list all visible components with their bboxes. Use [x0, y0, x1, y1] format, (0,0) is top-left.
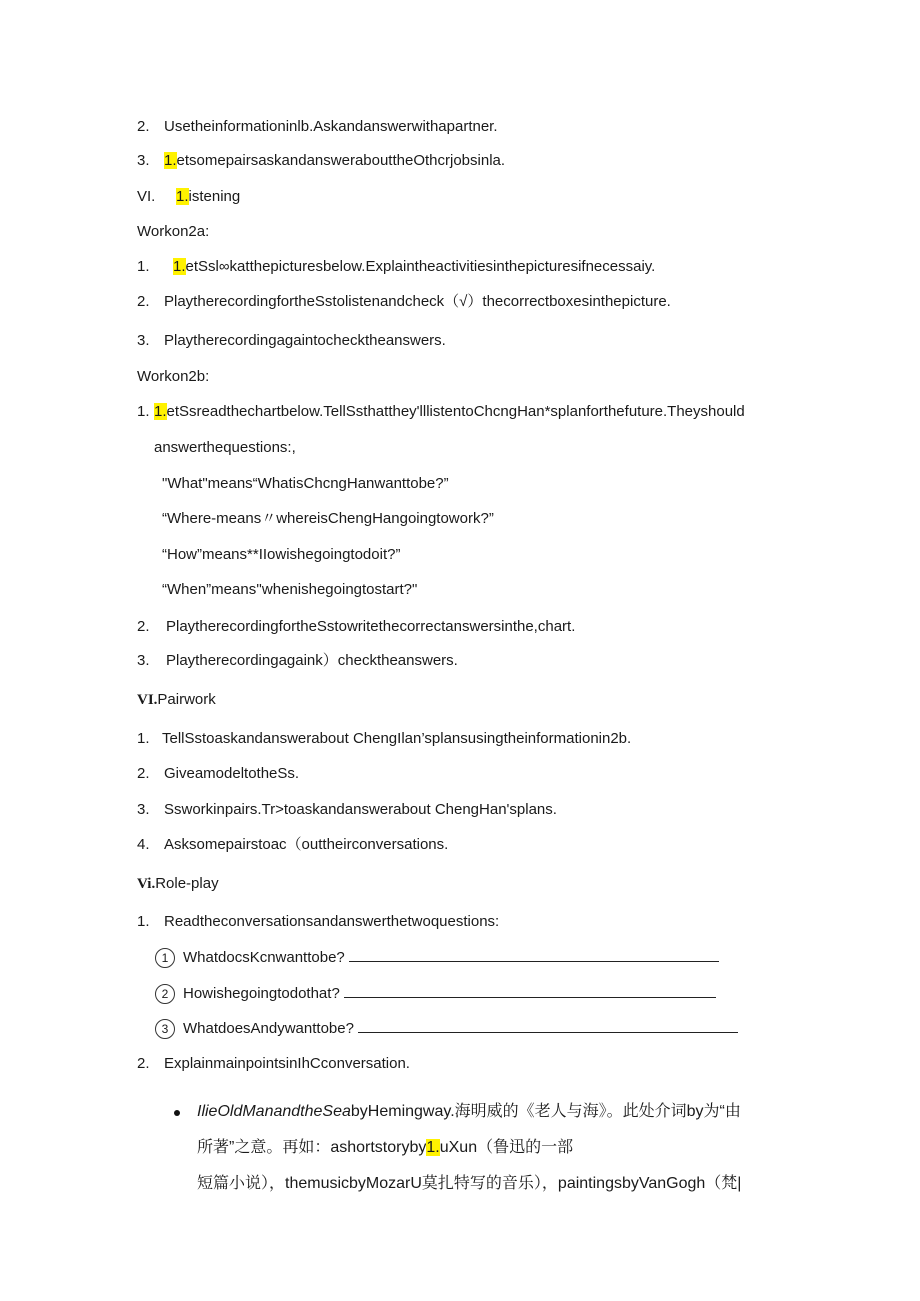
- step-number: 3.: [137, 652, 150, 669]
- step-text: Usetheinformationinlb.Askandanswerwithapartner.: [164, 118, 498, 135]
- section-number: VI.: [137, 188, 156, 205]
- circled-number-two: 2: [155, 984, 175, 1004]
- step-number: 1.: [137, 913, 150, 930]
- circled-number-one: 1: [155, 948, 175, 968]
- note-text: 所著”之意。再如：ashortstoryby: [197, 1139, 427, 1156]
- section-title: Pairwork: [157, 691, 216, 708]
- work-2b-heading: Workon2b:: [137, 368, 210, 385]
- step-number: 1.: [137, 403, 150, 420]
- step-text: GiveamodeltotheSs.: [164, 765, 300, 782]
- step-number: 2.: [137, 118, 150, 135]
- note-line-3: 短篇小说），themusicbyMozarU莫扎特写的音乐），paintingsbyVanGogh（梵|: [197, 1175, 742, 1192]
- circled-number-three: 3: [155, 1019, 175, 1039]
- step-text: ExplainmainpointsinIhCconversation.: [164, 1055, 410, 1072]
- step-text: Ssworkinpairs.Tr>toaskandanswerabout ChengHan'splans.: [164, 801, 557, 818]
- work-2a-step-3: [137, 331, 446, 351]
- work-2b-step-1-continued: answerthequestions:,: [154, 439, 296, 456]
- step-number: 3.: [137, 801, 150, 818]
- step-number: 3.: [137, 332, 150, 349]
- roleplay-step-2: [137, 1054, 410, 1074]
- step-text: PlaytherecordingfortheSstowritethecorrectanswersinthe,chart.: [166, 618, 576, 635]
- answer-blank[interactable]: [358, 1018, 738, 1033]
- answer-blank[interactable]: [349, 947, 719, 962]
- pairwork-step-2: [137, 764, 299, 784]
- step-number: 3.: [137, 152, 150, 169]
- step-text: etSsreadthechartbelow.TellSsthatthey'lllistentoChcngHan*splanforthefuture.Theyshould: [166, 403, 745, 420]
- pairwork-step-1: [137, 729, 631, 749]
- highlighted-text: 1.: [154, 403, 167, 420]
- highlighted-text: 1.: [164, 152, 177, 169]
- step-text: PlaytherecordingfortheSstolistenandcheck（√）thecorrectboxesinthepicture.: [164, 293, 671, 310]
- work-2b-step-1: [137, 402, 745, 422]
- highlighted-text: 1.: [176, 188, 189, 205]
- step-text: etSsl∞katthepicturesbelow.Explaintheactivitiesinthepicturesifnecessaiy.: [185, 258, 656, 275]
- book-title: IlieOldManandtheSea: [197, 1103, 351, 1120]
- step-number: 2.: [137, 1055, 150, 1072]
- question-how: [155, 983, 716, 1004]
- highlighted-text: 1.: [426, 1139, 440, 1156]
- section-title: istening: [188, 188, 241, 205]
- step-number: 1.: [137, 258, 150, 275]
- work-2a-step-2: [137, 292, 671, 312]
- step-number: 4.: [137, 836, 150, 853]
- section-pairwork-heading: [137, 690, 216, 710]
- quote-how: “How”means**IIowishegoingtodoit?”: [162, 546, 401, 563]
- section-number: Vi.: [137, 876, 156, 892]
- question-text: WhatdoesAndywanttobe?: [183, 1020, 354, 1037]
- section-roleplay-heading: [137, 874, 219, 894]
- step-text: Playtherecordingagaintochecktheanswers.: [164, 332, 446, 349]
- step-text: Playtherecordingagaink）checktheanswers.: [166, 652, 458, 669]
- pairwork-step-4: [137, 835, 448, 855]
- question-text: WhatdocsKcnwanttobe?: [183, 949, 345, 966]
- step-text: etsomepairsaskandanswerabouttheOthcrjobsinla.: [176, 152, 506, 169]
- step-number: 1.: [137, 730, 150, 747]
- pairwork-step-3: [137, 800, 557, 820]
- section-number: VI.: [137, 692, 158, 708]
- quote-where: “Where-means〃whereisChengHangoingtowork?”: [162, 510, 494, 527]
- quote-what: "What"means“WhatisChcngHanwanttobe?”: [162, 475, 449, 492]
- work-2b-step-3: [137, 651, 458, 671]
- step-text: TellSstoaskandanswerabout ChengIlan’splansusingtheinformationin2b.: [162, 730, 632, 747]
- note-line-2: [197, 1138, 573, 1158]
- answer-blank[interactable]: [344, 983, 716, 998]
- note-line-1: [197, 1102, 741, 1122]
- section-title: Role-play: [155, 875, 219, 892]
- work-2b-step-2: [137, 617, 575, 637]
- step-text: Asksomepairstoac（outtheirconversations.: [164, 836, 449, 853]
- question-ken: [155, 947, 719, 968]
- step-number: 2.: [137, 765, 150, 782]
- step-number: 2.: [137, 618, 150, 635]
- bullet-icon: [174, 1110, 180, 1116]
- note-text: uXun（鲁迅的一部: [439, 1139, 574, 1156]
- roleplay-step-1: [137, 912, 499, 932]
- question-andy: [155, 1018, 738, 1039]
- step-text: Readtheconversationsandanswerthetwoquestions:: [164, 913, 500, 930]
- question-text: Howishegoingtodothat?: [183, 985, 340, 1002]
- note-text: byHemingway.海明威的《老人与海》。此处介词by为“由: [350, 1103, 741, 1120]
- work-2a-step-1: [137, 257, 655, 277]
- quote-when: “When”means''whenishegoingtostart?": [162, 581, 418, 598]
- step-number: 2.: [137, 293, 150, 310]
- highlighted-text: 1.: [173, 258, 186, 275]
- step-2-use-information: [137, 117, 498, 137]
- step-3-let-pairs: [137, 151, 505, 171]
- work-2a-heading: Workon2a:: [137, 223, 210, 240]
- section-listening-heading: [137, 187, 240, 207]
